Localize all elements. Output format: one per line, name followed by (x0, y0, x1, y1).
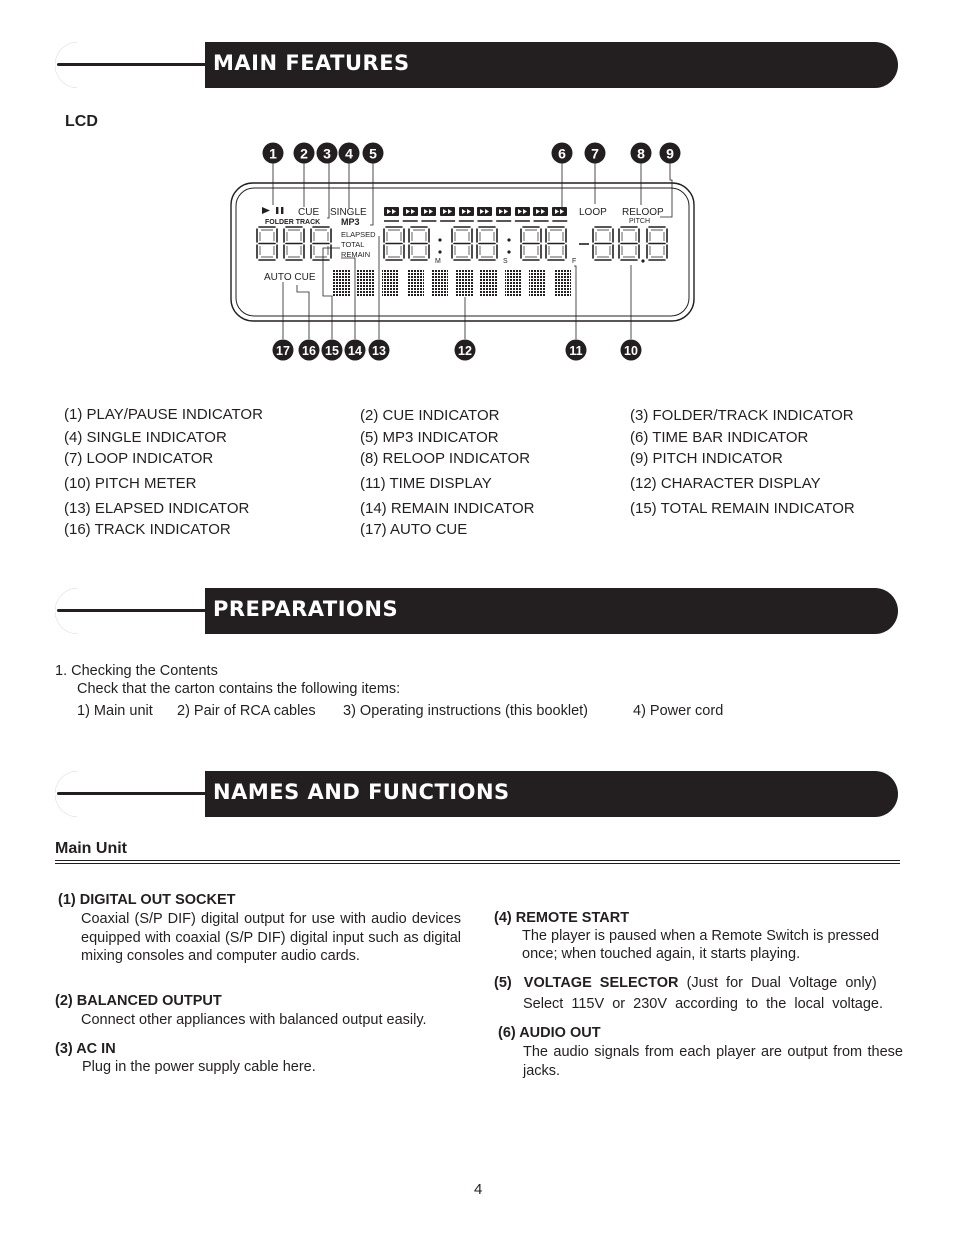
svg-text:8: 8 (637, 145, 645, 162)
svg-text:12: 12 (458, 344, 472, 358)
item-body-balanced-output: Connect other appliances with balanced output easily. (81, 1012, 427, 1028)
item-title-voltage-selector-line (494, 975, 877, 991)
item-body-remote-start: The player is paused when a Remote Switch is pressed once; when touched again, it starts playing. (522, 928, 880, 962)
indicator-item: (4) SINGLE INDICATOR (64, 429, 227, 446)
callout-15 (322, 340, 343, 361)
callout-1 (263, 143, 284, 164)
item-body-digital-out: Coaxial (S/P DIF) digital output for use with audio devices equipped with coaxial (S/P DIF) digital input such as digital mixing consoles and computer audio cards. (81, 911, 461, 964)
elapsed-label: ELAPSED (341, 230, 376, 239)
item-title-audio-out: (6) AUDIO OUT (498, 1025, 601, 1041)
reloop-label: RELOOP (622, 207, 664, 218)
lcd-diagram (0, 0, 954, 380)
folder-track-label: FOLDER TRACK (265, 219, 321, 226)
svg-text:2: 2 (300, 145, 308, 162)
mp3-label: MP3 (341, 217, 360, 227)
callout-11 (566, 340, 587, 361)
seconds-label: S (503, 258, 508, 265)
indicator-item: (3) FOLDER/TRACK INDICATOR (630, 407, 854, 424)
callout-13 (369, 340, 390, 361)
prep-list-item: 1) Main unit (77, 703, 153, 719)
indicator-item: (11) TIME DISPLAY (360, 475, 492, 492)
indicator-item: (17) AUTO CUE (360, 521, 468, 538)
callout-14 (345, 340, 366, 361)
divider (55, 863, 900, 864)
callout-2 (294, 143, 315, 164)
prep-list-item: 4) Power cord (633, 703, 724, 719)
svg-text:7: 7 (591, 145, 599, 162)
item-title-balanced-output: (2) BALANCED OUTPUT (55, 993, 222, 1009)
indicator-item: (10) PITCH METER (64, 475, 197, 492)
page-number: 4 (474, 1181, 483, 1198)
indicator-item: (7) LOOP INDICATOR (64, 450, 214, 467)
svg-text:6: 6 (558, 145, 566, 162)
callout-9 (660, 143, 681, 164)
callout-6 (552, 143, 573, 164)
section-title: MAIN FEATURES (213, 51, 410, 75)
callout-5 (363, 143, 384, 164)
svg-text:3: 3 (323, 145, 331, 162)
svg-text:11: 11 (569, 344, 583, 358)
loop-label: LOOP (579, 207, 607, 218)
main-unit-heading: Main Unit (55, 840, 127, 857)
section-title: NAMES AND FUNCTIONS (213, 780, 510, 804)
indicator-item: (9) PITCH INDICATOR (630, 450, 783, 467)
lcd-heading: LCD (65, 113, 98, 130)
callout-12 (455, 340, 476, 361)
section-banner-names-functions (55, 771, 898, 817)
callout-8 (631, 143, 652, 164)
item-title-ac-in: (3) AC IN (55, 1041, 116, 1057)
svg-text:1: 1 (269, 145, 277, 162)
indicator-item: (13) ELAPSED INDICATOR (64, 500, 250, 517)
divider (55, 860, 900, 861)
pitch-meter-digits (579, 227, 667, 263)
minutes-label: M (435, 258, 441, 265)
callout-17 (273, 340, 294, 361)
time-display-digits (384, 227, 566, 260)
indicator-item: (15) TOTAL REMAIN INDICATOR (630, 500, 855, 517)
prep-item-desc: Check that the carton contains the following items: (77, 681, 401, 697)
indicator-item: (14) REMAIN INDICATOR (360, 500, 535, 517)
svg-text:10: 10 (624, 344, 638, 358)
svg-text:9: 9 (666, 145, 674, 162)
prep-item-title: 1. Checking the Contents (55, 663, 218, 679)
svg-text:15: 15 (325, 344, 339, 358)
auto-cue-label: AUTO CUE (264, 272, 316, 283)
track-indicator-digits (257, 227, 331, 260)
item-title-remote-start: (4) REMOTE START (494, 910, 630, 926)
svg-text:14: 14 (348, 344, 362, 358)
callout-3 (317, 143, 338, 164)
item-title-voltage-suffix: (Just for Dual Voltage only) (686, 975, 877, 991)
total-label: TOTAL (341, 240, 365, 249)
indicator-item: (12) CHARACTER DISPLAY (630, 475, 821, 492)
callout-16 (299, 340, 320, 361)
indicator-item: (8) RELOOP INDICATOR (360, 450, 531, 467)
section-banner-preparations (55, 588, 898, 634)
character-display (333, 270, 571, 297)
callout-7 (585, 143, 606, 164)
time-bar-indicator (384, 207, 568, 221)
prep-list-item: 3) Operating instructions (this booklet) (343, 703, 588, 719)
indicator-item: (16) TRACK INDICATOR (64, 521, 231, 538)
indicator-item: (6) TIME BAR INDICATOR (630, 429, 809, 446)
indicator-item: (1) PLAY/PAUSE INDICATOR (64, 406, 263, 423)
prep-list-item: 2) Pair of RCA cables (177, 703, 316, 719)
callout-4 (339, 143, 360, 164)
section-title: PREPARATIONS (213, 597, 399, 621)
item-body-audio-out: The audio signals from each player are output from these jacks. (523, 1044, 903, 1079)
cue-label: CUE (298, 207, 320, 218)
svg-text:16: 16 (302, 344, 316, 358)
pitch-label: PITCH (629, 218, 650, 225)
play-pause-indicator (262, 207, 283, 214)
remain-label: REMAIN (341, 250, 371, 259)
item-title-digital-out: (1) DIGITAL OUT SOCKET (58, 892, 236, 908)
item-title-voltage-selector: (5) VOLTAGE SELECTOR (494, 975, 679, 991)
single-label: SINGLE (330, 207, 367, 218)
frames-label: F (572, 258, 577, 265)
item-body-voltage-selector: Select 115V or 230V according to the local voltage. (523, 996, 884, 1012)
svg-text:5: 5 (369, 145, 377, 162)
item-body-ac-in: Plug in the power supply cable here. (82, 1059, 316, 1075)
callout-10 (621, 340, 642, 361)
svg-text:13: 13 (372, 344, 386, 358)
indicator-item: (5) MP3 INDICATOR (360, 429, 499, 446)
indicator-item: (2) CUE INDICATOR (360, 407, 500, 424)
svg-text:17: 17 (276, 344, 290, 358)
svg-text:4: 4 (345, 145, 353, 162)
